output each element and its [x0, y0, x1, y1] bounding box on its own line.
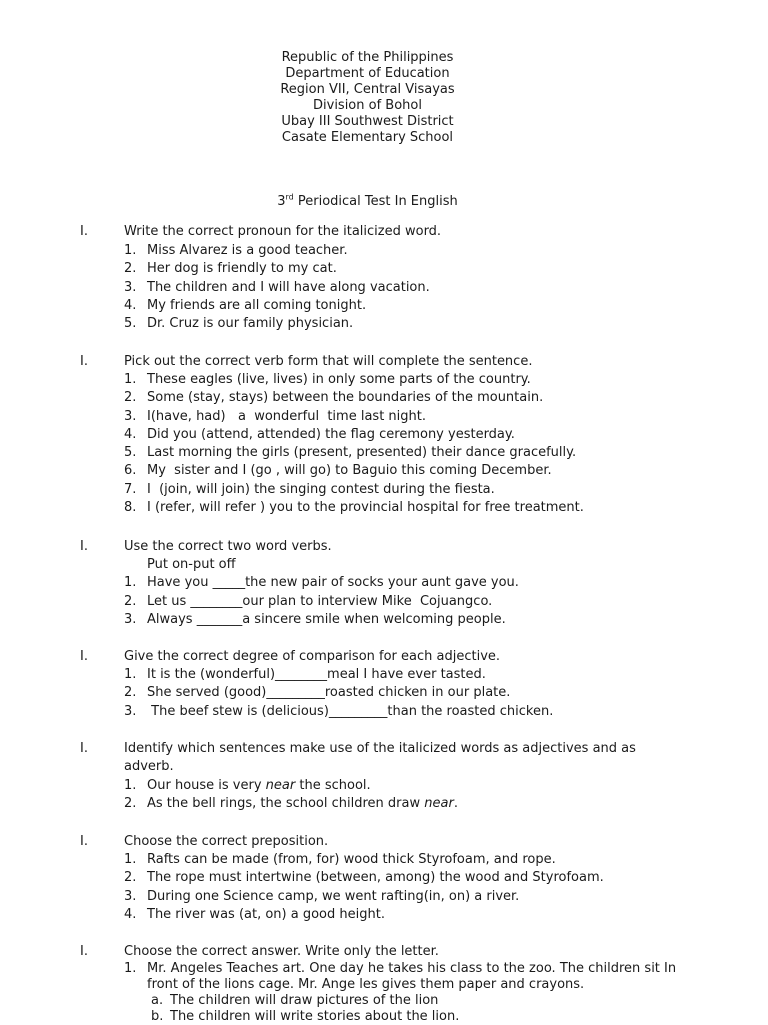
header-line: Department of Education: [285, 66, 450, 81]
word-choices: Put on-put off: [147, 557, 236, 572]
list-item: 1. These eagles (live, lives) in only some parts of the country.: [124, 372, 531, 387]
list-item: 1. Our house is very near the school.: [124, 778, 371, 793]
list-item: 4. Did you (attend, attended) the flag ceremony yesterday.: [124, 426, 515, 442]
list-item: 3. Always _______a sincere smile when welcoming people.: [124, 611, 506, 627]
list-item: 3. I(have, had) a wonderful time last night.: [124, 408, 426, 424]
list-item: 1. Have you _____the new pair of socks your aunt gave you.: [124, 575, 519, 591]
header-line: Ubay III Southwest District: [281, 114, 454, 129]
list-item: 7. I (join, will join) the singing contest during the fiesta.: [124, 481, 495, 497]
section-number: I.: [80, 224, 88, 239]
list-item: 4. My friends are all coming tonight.: [124, 297, 367, 313]
choice-item: a. The children will draw pictures of the lion: [151, 993, 439, 1008]
item-list: [124, 556, 724, 629]
list-item: 2. Some (stay, stays) between the boundaries of the mountain.: [124, 390, 544, 406]
list-item: 2. The rope must intertwine (between, among) the wood and Styrofoam.: [124, 870, 604, 886]
section-number: I.: [80, 944, 88, 959]
header-line: Region VII, Central Visayas: [280, 82, 455, 97]
list-item: 3. The children and I will have along vacation.: [124, 279, 430, 295]
section-instruction: Choose the correct preposition.: [124, 834, 329, 849]
test-title: 3rd Periodical Test In English: [277, 192, 458, 209]
list-item: 3. The beef stew is (delicious)_________than the roasted chicken.: [124, 703, 554, 719]
choice-item: b. The children will write stories about the lion.: [151, 1009, 460, 1024]
section-number: I.: [80, 354, 88, 369]
section-number: I.: [80, 834, 88, 849]
list-item: 8. I (refer, will refer ) you to the provincial hospital for free treatment.: [124, 500, 584, 516]
list-item: 5. Last morning the girls (present, presented) their dance gracefully.: [124, 445, 577, 461]
section-number: I.: [80, 649, 88, 664]
list-item: 1. Rafts can be made (from, for) wood thick Styrofoam, and rope.: [124, 852, 556, 867]
section-instruction: Give the correct degree of comparison for each adjective.: [124, 649, 501, 664]
header-line: Division of Bohol: [313, 98, 422, 113]
section-number: I.: [80, 741, 88, 756]
section-number: I.: [80, 539, 88, 554]
list-item: 1. Mr. Angeles Teaches art. One day he takes his class to the zoo. The children sit In front of the lions cage. Mr. Ange les gives them paper and crayons.: [124, 961, 677, 992]
list-item: 2. Let us ________our plan to interview Mike Cojuangco.: [124, 593, 493, 609]
list-item: 2. Her dog is friendly to my cat.: [124, 261, 337, 277]
list-item: 2. As the bell rings, the school children draw near.: [124, 796, 458, 812]
item-list: [124, 371, 724, 517]
school-header: [0, 50, 735, 146]
section-instruction: Pick out the correct verb form that will complete the sentence.: [124, 354, 533, 369]
section-instruction: Use the correct two word verbs.: [124, 539, 332, 554]
item-list: [124, 961, 684, 1025]
list-item: 5. Dr. Cruz is our family physician.: [124, 316, 354, 332]
section-instruction: Choose the correct answer. Write only the letter.: [124, 944, 439, 959]
list-item: 2. She served (good)_________roasted chicken in our plate.: [124, 685, 511, 701]
section-instruction: Write the correct pronoun for the italicized word.: [124, 224, 442, 239]
list-item: 6. My sister and I (go , will go) to Baguio this coming December.: [124, 463, 552, 479]
section-instruction: Identify which sentences make use of the italicized words as adjectives and as adverb.: [124, 741, 636, 775]
list-item: 1. It is the (wonderful)________meal I have ever tasted.: [124, 667, 486, 682]
item-list: [124, 666, 724, 721]
header-line: Republic of the Philippines: [281, 50, 454, 65]
list-item: 3. During one Science camp, we went rafting(in, on) a river.: [124, 888, 520, 904]
item-list: [124, 777, 724, 814]
item-list: [124, 242, 724, 333]
list-item: 1. Miss Alvarez is a good teacher.: [124, 243, 348, 258]
header-line: Casate Elementary School: [281, 130, 454, 145]
list-item: 4. The river was (at, on) a good height.: [124, 906, 385, 922]
item-list: [124, 851, 724, 924]
